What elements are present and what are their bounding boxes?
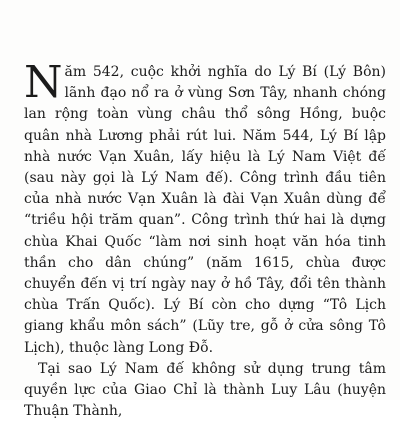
paragraph-2: Tại sao Lý Nam đế không sử dụng trung tâm quyền lực của Giao Chỉ là thành Luy Lâu (huyện Thuận Thành, bbox=[24, 360, 386, 420]
body-text bbox=[24, 57, 386, 422]
drop-cap-letter: N bbox=[24, 57, 63, 108]
paragraph-1 bbox=[24, 57, 386, 359]
paragraph-1-text: ăm 542, cuộc khởi nghĩa do Lý Bí (Lý Bôn) lãnh đạo nổ ra ở vùng Sơn Tây, nhanh chóng lan rộng toàn vùng châu thổ sông Hồng, buộc quân nhà Lương phải rút lui. Năm 544, Lý Bí lập nhà nước Vạn Xuân, lấy hiệu là Lý Nam Việt đế (sau này gọi là Lý Nam đế). Công trình đầu tiên của nhà nước Vạn Xuân là đài Vạn Xuân dùng để “triều hội trăm quan”. Công trình thứ hai là dựng chùa Khai Quốc “làm nơi sinh hoạt văn hóa tinh thần cho dân chúng” (năm 1615, chùa được chuyển đến vị trí ngày nay ở hồ Tây, đổi tên thành chùa Trấn Quốc). Lý Bí còn cho dựng “Tô Lịch giang khẩu môn sách” (Lũy tre, gỗ ở cửa sông Tô Lịch), thuộc làng Long Đỗ. bbox=[24, 64, 386, 356]
